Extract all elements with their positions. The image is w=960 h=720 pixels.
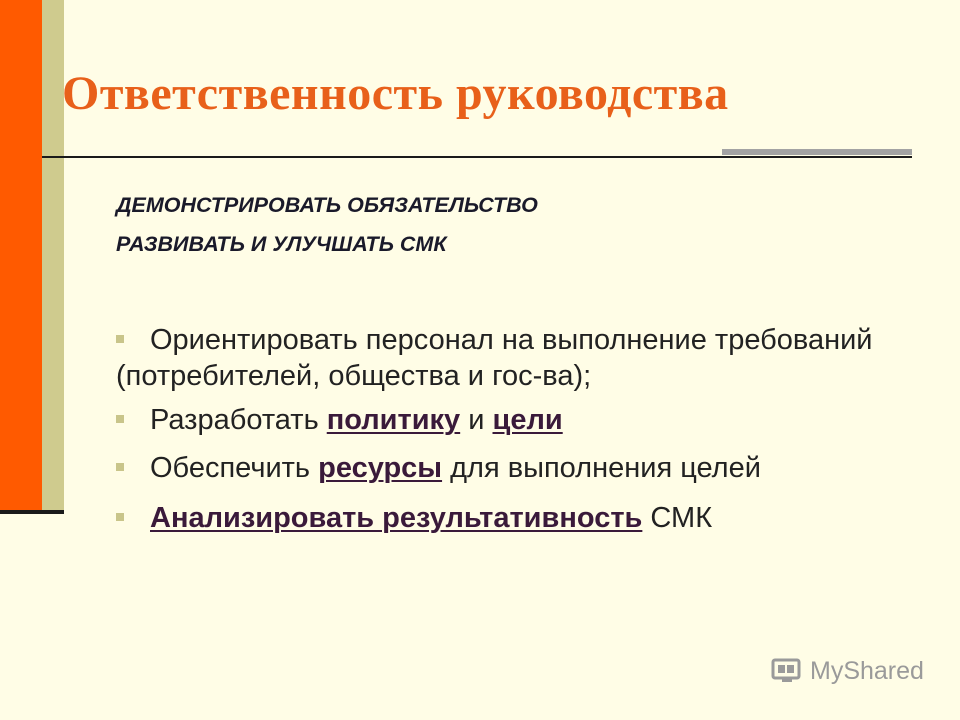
bullet-text: Обеспечить — [150, 452, 319, 484]
myshared-logo-icon — [770, 656, 804, 686]
slide-title: Ответственность руководства — [62, 67, 729, 120]
left-tan-bar — [42, 0, 64, 512]
left-orange-bar — [0, 0, 42, 512]
bullet-item-1 — [116, 322, 896, 394]
square-bullet-icon — [116, 463, 124, 471]
bullet-text: Ориентировать персонал на выполнение требований (потребителей, общества и гос-ва); — [116, 324, 873, 392]
title-divider — [42, 156, 912, 158]
watermark — [770, 656, 924, 686]
bullet-item-4 — [116, 500, 896, 536]
bullet-text: Разработать — [150, 404, 327, 436]
square-bullet-icon — [116, 335, 124, 343]
bullet-text: и — [460, 404, 493, 436]
link-goals[interactable]: цели — [492, 404, 563, 436]
square-bullet-icon — [116, 513, 124, 521]
bullet-text-wrap — [116, 450, 896, 486]
title-divider-accent — [722, 149, 912, 155]
left-bar-underline — [0, 510, 64, 514]
subtitle-line-1: ДЕМОНСТРИРОВАТЬ ОБЯЗАТЕЛЬСТВО — [116, 193, 538, 217]
bullet-text: СМК — [642, 502, 713, 534]
bullet-list — [116, 322, 896, 536]
bullet-text: для выполнения целей — [442, 452, 761, 484]
subtitle-line-2: РАЗВИВАТЬ И УЛУЧШАТЬ СМК — [116, 232, 447, 256]
link-policy[interactable]: политику — [326, 404, 461, 436]
link-resources[interactable]: ресурсы — [318, 452, 443, 484]
square-bullet-icon — [116, 415, 124, 423]
bullet-item-3 — [116, 450, 896, 486]
link-analyze-effectiveness[interactable]: Анализировать результативность — [150, 502, 643, 534]
bullet-item-2 — [116, 402, 896, 438]
watermark-text: MyShared — [810, 656, 924, 685]
